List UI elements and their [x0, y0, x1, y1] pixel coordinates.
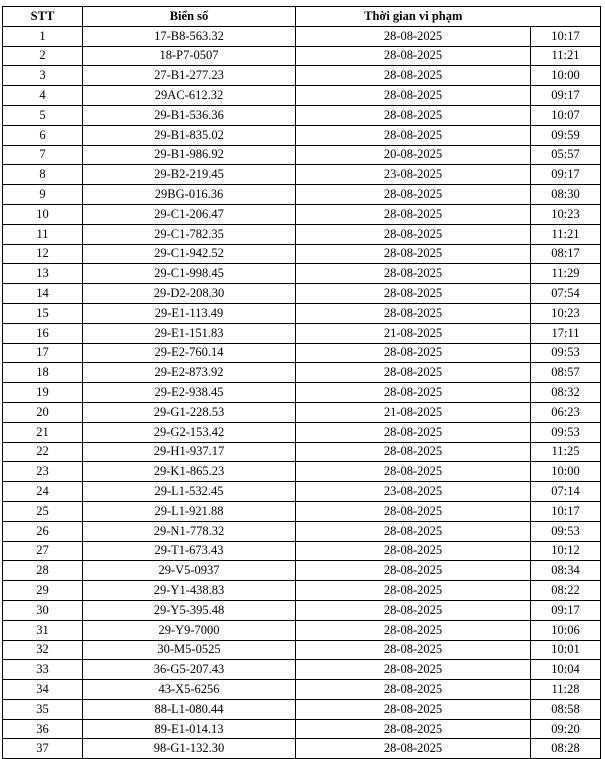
cell-time: 11:25	[531, 442, 601, 462]
cell-plate: 29-B1-835.02	[83, 125, 296, 145]
cell-time: 08:32	[531, 383, 601, 403]
cell-time: 08:17	[531, 244, 601, 264]
cell-date: 28-08-2025	[296, 46, 531, 66]
cell-time: 08:57	[531, 363, 601, 383]
cell-time: 10:17	[531, 26, 601, 46]
cell-stt: 36	[3, 719, 83, 739]
cell-stt: 26	[3, 521, 83, 541]
header-stt: STT	[3, 7, 83, 27]
cell-time: 10:12	[531, 541, 601, 561]
cell-stt: 18	[3, 363, 83, 383]
cell-plate: 29-C1-782.35	[83, 224, 296, 244]
cell-date: 28-08-2025	[296, 561, 531, 581]
cell-time: 10:06	[531, 620, 601, 640]
cell-plate: 29BG-016.36	[83, 185, 296, 205]
table-row	[3, 46, 601, 66]
cell-stt: 1	[3, 26, 83, 46]
cell-time: 07:14	[531, 482, 601, 502]
cell-stt: 6	[3, 125, 83, 145]
cell-time: 09:17	[531, 165, 601, 185]
table-row	[3, 383, 601, 403]
cell-plate: 29-E2-873.92	[83, 363, 296, 383]
cell-stt: 13	[3, 264, 83, 284]
table-row	[3, 462, 601, 482]
cell-time: 09:59	[531, 125, 601, 145]
table-row	[3, 303, 601, 323]
cell-plate: 43-X5-6256	[83, 680, 296, 700]
table-row	[3, 284, 601, 304]
cell-plate: 29-Y9-7000	[83, 620, 296, 640]
cell-stt: 23	[3, 462, 83, 482]
cell-plate: 29-C1-998.45	[83, 264, 296, 284]
cell-stt: 29	[3, 581, 83, 601]
cell-plate: 29-N1-778.32	[83, 521, 296, 541]
cell-date: 21-08-2025	[296, 402, 531, 422]
cell-stt: 34	[3, 680, 83, 700]
header-time-blank	[531, 7, 601, 27]
cell-time: 10:00	[531, 462, 601, 482]
cell-time: 08:30	[531, 185, 601, 205]
cell-time: 08:28	[531, 739, 601, 759]
cell-stt: 15	[3, 303, 83, 323]
cell-stt: 10	[3, 204, 83, 224]
cell-time: 11:21	[531, 224, 601, 244]
table-row	[3, 343, 601, 363]
table-row	[3, 323, 601, 343]
cell-plate: 29-B1-986.92	[83, 145, 296, 165]
cell-stt: 22	[3, 442, 83, 462]
table-row	[3, 244, 601, 264]
cell-plate: 29-L1-532.45	[83, 482, 296, 502]
cell-stt: 14	[3, 284, 83, 304]
cell-stt: 17	[3, 343, 83, 363]
table-row	[3, 541, 601, 561]
cell-time: 09:20	[531, 719, 601, 739]
cell-plate: 17-B8-563.32	[83, 26, 296, 46]
table-row	[3, 264, 601, 284]
table-row	[3, 561, 601, 581]
cell-time: 08:58	[531, 699, 601, 719]
cell-plate: 89-E1-014.13	[83, 719, 296, 739]
cell-stt: 37	[3, 739, 83, 759]
cell-stt: 8	[3, 165, 83, 185]
cell-date: 28-08-2025	[296, 224, 531, 244]
table-row	[3, 422, 601, 442]
table-row	[3, 581, 601, 601]
cell-stt: 2	[3, 46, 83, 66]
table-row	[3, 86, 601, 106]
table-row	[3, 165, 601, 185]
cell-date: 28-08-2025	[296, 125, 531, 145]
cell-stt: 32	[3, 640, 83, 660]
table-row	[3, 442, 601, 462]
cell-plate: 29-V5-0937	[83, 561, 296, 581]
cell-plate: 29-L1-921.88	[83, 501, 296, 521]
cell-plate: 29-C1-942.52	[83, 244, 296, 264]
cell-stt: 16	[3, 323, 83, 343]
cell-stt: 21	[3, 422, 83, 442]
cell-time: 09:53	[531, 343, 601, 363]
cell-date: 28-08-2025	[296, 581, 531, 601]
table-row	[3, 521, 601, 541]
cell-time: 10:00	[531, 66, 601, 86]
cell-stt: 27	[3, 541, 83, 561]
cell-date: 28-08-2025	[296, 383, 531, 403]
cell-plate: 29-Y5-395.48	[83, 600, 296, 620]
cell-time: 10:04	[531, 660, 601, 680]
cell-date: 28-08-2025	[296, 739, 531, 759]
table-row	[3, 66, 601, 86]
cell-time: 10:01	[531, 640, 601, 660]
cell-date: 28-08-2025	[296, 719, 531, 739]
cell-date: 28-08-2025	[296, 26, 531, 46]
cell-date: 28-08-2025	[296, 640, 531, 660]
cell-date: 28-08-2025	[296, 185, 531, 205]
table-row	[3, 125, 601, 145]
cell-time: 11:21	[531, 46, 601, 66]
cell-plate: 29-D2-208.30	[83, 284, 296, 304]
cell-date: 28-08-2025	[296, 363, 531, 383]
cell-stt: 5	[3, 105, 83, 125]
cell-date: 28-08-2025	[296, 660, 531, 680]
cell-stt: 4	[3, 86, 83, 106]
cell-time: 10:07	[531, 105, 601, 125]
cell-plate: 36-G5-207.43	[83, 660, 296, 680]
table-row	[3, 402, 601, 422]
cell-date: 28-08-2025	[296, 442, 531, 462]
cell-date: 28-08-2025	[296, 66, 531, 86]
cell-plate: 98-G1-132.30	[83, 739, 296, 759]
cell-plate: 88-L1-080.44	[83, 699, 296, 719]
cell-time: 10:23	[531, 303, 601, 323]
cell-stt: 25	[3, 501, 83, 521]
cell-stt: 20	[3, 402, 83, 422]
cell-date: 28-08-2025	[296, 284, 531, 304]
cell-date: 28-08-2025	[296, 86, 531, 106]
cell-date: 20-08-2025	[296, 145, 531, 165]
header-row	[3, 7, 601, 27]
header-violation-time: Thời gian vi phạm	[296, 7, 531, 27]
cell-stt: 30	[3, 600, 83, 620]
cell-time: 05:57	[531, 145, 601, 165]
cell-date: 23-08-2025	[296, 482, 531, 502]
cell-time: 09:53	[531, 521, 601, 541]
cell-stt: 35	[3, 699, 83, 719]
cell-date: 28-08-2025	[296, 303, 531, 323]
cell-plate: 29-T1-673.43	[83, 541, 296, 561]
cell-stt: 31	[3, 620, 83, 640]
cell-date: 28-08-2025	[296, 422, 531, 442]
cell-plate: 29-E1-151.83	[83, 323, 296, 343]
cell-stt: 12	[3, 244, 83, 264]
table-row	[3, 640, 601, 660]
cell-time: 08:22	[531, 581, 601, 601]
table-row	[3, 26, 601, 46]
table-body	[3, 26, 601, 758]
cell-date: 23-08-2025	[296, 165, 531, 185]
cell-stt: 11	[3, 224, 83, 244]
table-row	[3, 600, 601, 620]
cell-date: 28-08-2025	[296, 699, 531, 719]
cell-date: 28-08-2025	[296, 541, 531, 561]
cell-plate: 18-P7-0507	[83, 46, 296, 66]
table-row	[3, 501, 601, 521]
table-row	[3, 145, 601, 165]
cell-date: 28-08-2025	[296, 244, 531, 264]
cell-stt: 3	[3, 66, 83, 86]
cell-time: 09:53	[531, 422, 601, 442]
cell-stt: 19	[3, 383, 83, 403]
cell-plate: 29-B1-536.36	[83, 105, 296, 125]
table-row	[3, 224, 601, 244]
cell-plate: 29-E2-938.45	[83, 383, 296, 403]
cell-plate: 30-M5-0525	[83, 640, 296, 660]
cell-plate: 29-C1-206.47	[83, 204, 296, 224]
header-plate: Biển số	[83, 7, 296, 27]
cell-plate: 29-K1-865.23	[83, 462, 296, 482]
cell-plate: 27-B1-277.23	[83, 66, 296, 86]
cell-stt: 24	[3, 482, 83, 502]
cell-time: 09:17	[531, 600, 601, 620]
cell-time: 07:54	[531, 284, 601, 304]
table-row	[3, 482, 601, 502]
cell-time: 10:17	[531, 501, 601, 521]
cell-plate: 29-G2-153.42	[83, 422, 296, 442]
cell-date: 28-08-2025	[296, 501, 531, 521]
cell-stt: 9	[3, 185, 83, 205]
cell-plate: 29-B2-219.45	[83, 165, 296, 185]
cell-date: 28-08-2025	[296, 620, 531, 640]
cell-plate: 29-E2-760.14	[83, 343, 296, 363]
cell-date: 28-08-2025	[296, 343, 531, 363]
cell-time: 08:34	[531, 561, 601, 581]
table-row	[3, 204, 601, 224]
cell-date: 28-08-2025	[296, 521, 531, 541]
cell-date: 28-08-2025	[296, 105, 531, 125]
table-row	[3, 739, 601, 759]
cell-date: 21-08-2025	[296, 323, 531, 343]
table-row	[3, 105, 601, 125]
cell-time: 06:23	[531, 402, 601, 422]
cell-plate: 29AC-612.32	[83, 86, 296, 106]
cell-time: 11:29	[531, 264, 601, 284]
cell-time: 09:17	[531, 86, 601, 106]
cell-plate: 29-E1-113.49	[83, 303, 296, 323]
cell-time: 17:11	[531, 323, 601, 343]
cell-stt: 33	[3, 660, 83, 680]
violation-table	[2, 6, 601, 759]
cell-date: 28-08-2025	[296, 600, 531, 620]
cell-time: 10:23	[531, 204, 601, 224]
cell-date: 28-08-2025	[296, 462, 531, 482]
cell-time: 11:28	[531, 680, 601, 700]
table-row	[3, 620, 601, 640]
table-row	[3, 719, 601, 739]
cell-plate: 29-H1-937.17	[83, 442, 296, 462]
cell-plate: 29-Y1-438.83	[83, 581, 296, 601]
table-row	[3, 660, 601, 680]
cell-date: 28-08-2025	[296, 264, 531, 284]
cell-plate: 29-G1-228.53	[83, 402, 296, 422]
table-row	[3, 699, 601, 719]
cell-stt: 7	[3, 145, 83, 165]
violation-sheet	[2, 6, 600, 759]
table-row	[3, 680, 601, 700]
table-row	[3, 185, 601, 205]
cell-date: 28-08-2025	[296, 680, 531, 700]
table-row	[3, 363, 601, 383]
cell-date: 28-08-2025	[296, 204, 531, 224]
cell-stt: 28	[3, 561, 83, 581]
